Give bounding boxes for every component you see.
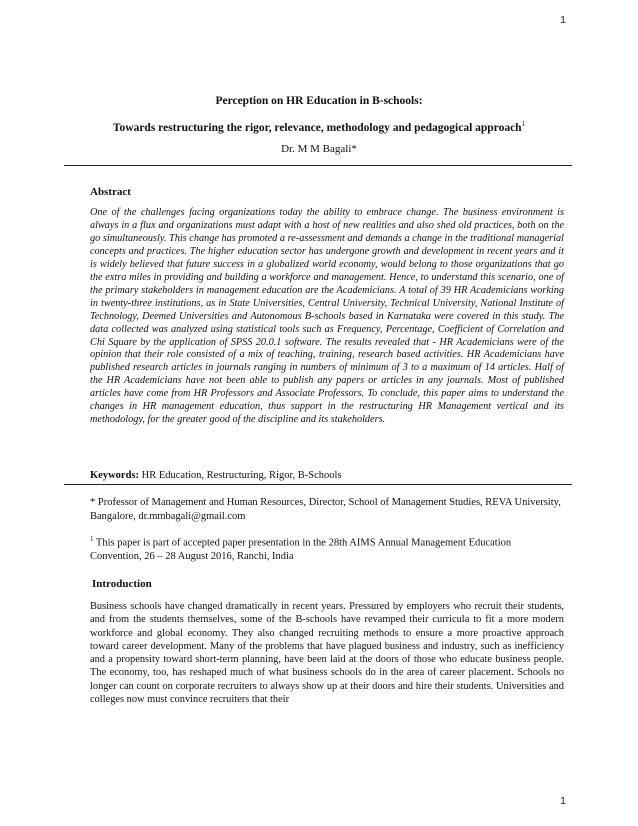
author-affiliation: * Professor of Management and Human Resources, Director, School of Management Studies, REVA University, Bangalore, dr.mmbagali@gmail.com xyxy=(90,497,561,522)
abstract-heading: Abstract xyxy=(90,186,131,198)
paper-title-line2-text: Towards restructuring the rigor, relevance, methodology and pedagogical approach xyxy=(112,121,522,134)
abstract-text: One of the challenges facing organizations today the ability to embrace change. The business environment is always in a flux and organizations must adapt with a host of new realities and also shed old practices, both on the go simultaneously. This change has promoted a re-assessment and demands a change in the traditional managerial concepts and practices. The higher education sector has undergone growth and development in recent years and it is widely believed that future success in a globalized world economy, would belong to those organizations that go the extra miles in providing and building a workforce and management. Hence, to understand this scenario, one of the primary stakeholders in management education are the Academicians. A total of 39 HR Academicians working in twenty-three institutions, as in State Universities, Central University, Technical University, National Institute of Technology, Deemed Universities and Autonomous B-schools based in Karnataka were covered in this study. The data collected was analyzed using statistical tools such as Frequency, Percentage, Coefficient of Correlation and Chi Square by the application of SPSS 20.0.1 software. The results revealed that - HR Academicians were of the opinion that their role consisted of a mix of teaching, training, research based activities. HR Academicians have published research articles in journals ranging in numbers of minimum of 3 to a maximum of 14 articles. Half of the HR Academicians have not been able to publish any papers or articles in any journals. Most of published articles have come from HR Professors and Associate Professors. To conclude, this paper aims to understand the changes in HR management education, thus support in the restructuring HR Management vertical and its methodology, for the greater good of the discipline and its stakeholders. xyxy=(90,207,564,426)
introduction-text: Business schools have changed dramatically in recent years. Pressured by employers who recruit their students, and from the students themselves, some of the B-schools have revamped their curricula to fit a more modern workforce and global economy. They also changed recruiting methods to ensure a more proactive approach toward career development. Many of the problems that have plagued business and industry, such as inefficiency and a propensity toward short-term planning, have been laid at the doors of those who educate business people. The economy, too, has reshaped much of what business schools do in the area of career placement. Schools no longer can count on corporate recruiters to always show up at their doors and hire their students. Universities and colleges now must convince recruiters that their xyxy=(90,601,564,705)
keywords-line xyxy=(90,470,564,481)
paper-title-line2 xyxy=(0,120,638,134)
page-number-bottom: 1 xyxy=(560,795,566,807)
keywords-text: HR Education, Restructuring, Rigor, B-Schools xyxy=(139,470,342,481)
footnote-mark: 1 xyxy=(90,535,94,543)
page-number-top: 1 xyxy=(560,14,566,26)
keywords-label: Keywords: xyxy=(90,470,139,481)
paper-title-line1: Perception on HR Education in B-schools: xyxy=(215,95,423,107)
footnote-text: This paper is part of accepted paper presentation in the 28th AIMS Annual Management Education Convention, 26 – 28 August 2016, Ranchi, India xyxy=(90,537,512,562)
keywords-divider xyxy=(64,484,572,485)
presentation-footnote xyxy=(90,533,564,564)
introduction-heading: Introduction xyxy=(92,578,152,590)
header-divider xyxy=(64,165,572,166)
title-footnote-mark: 1 xyxy=(521,120,526,128)
author-name: Dr. M M Bagali* xyxy=(281,143,357,155)
